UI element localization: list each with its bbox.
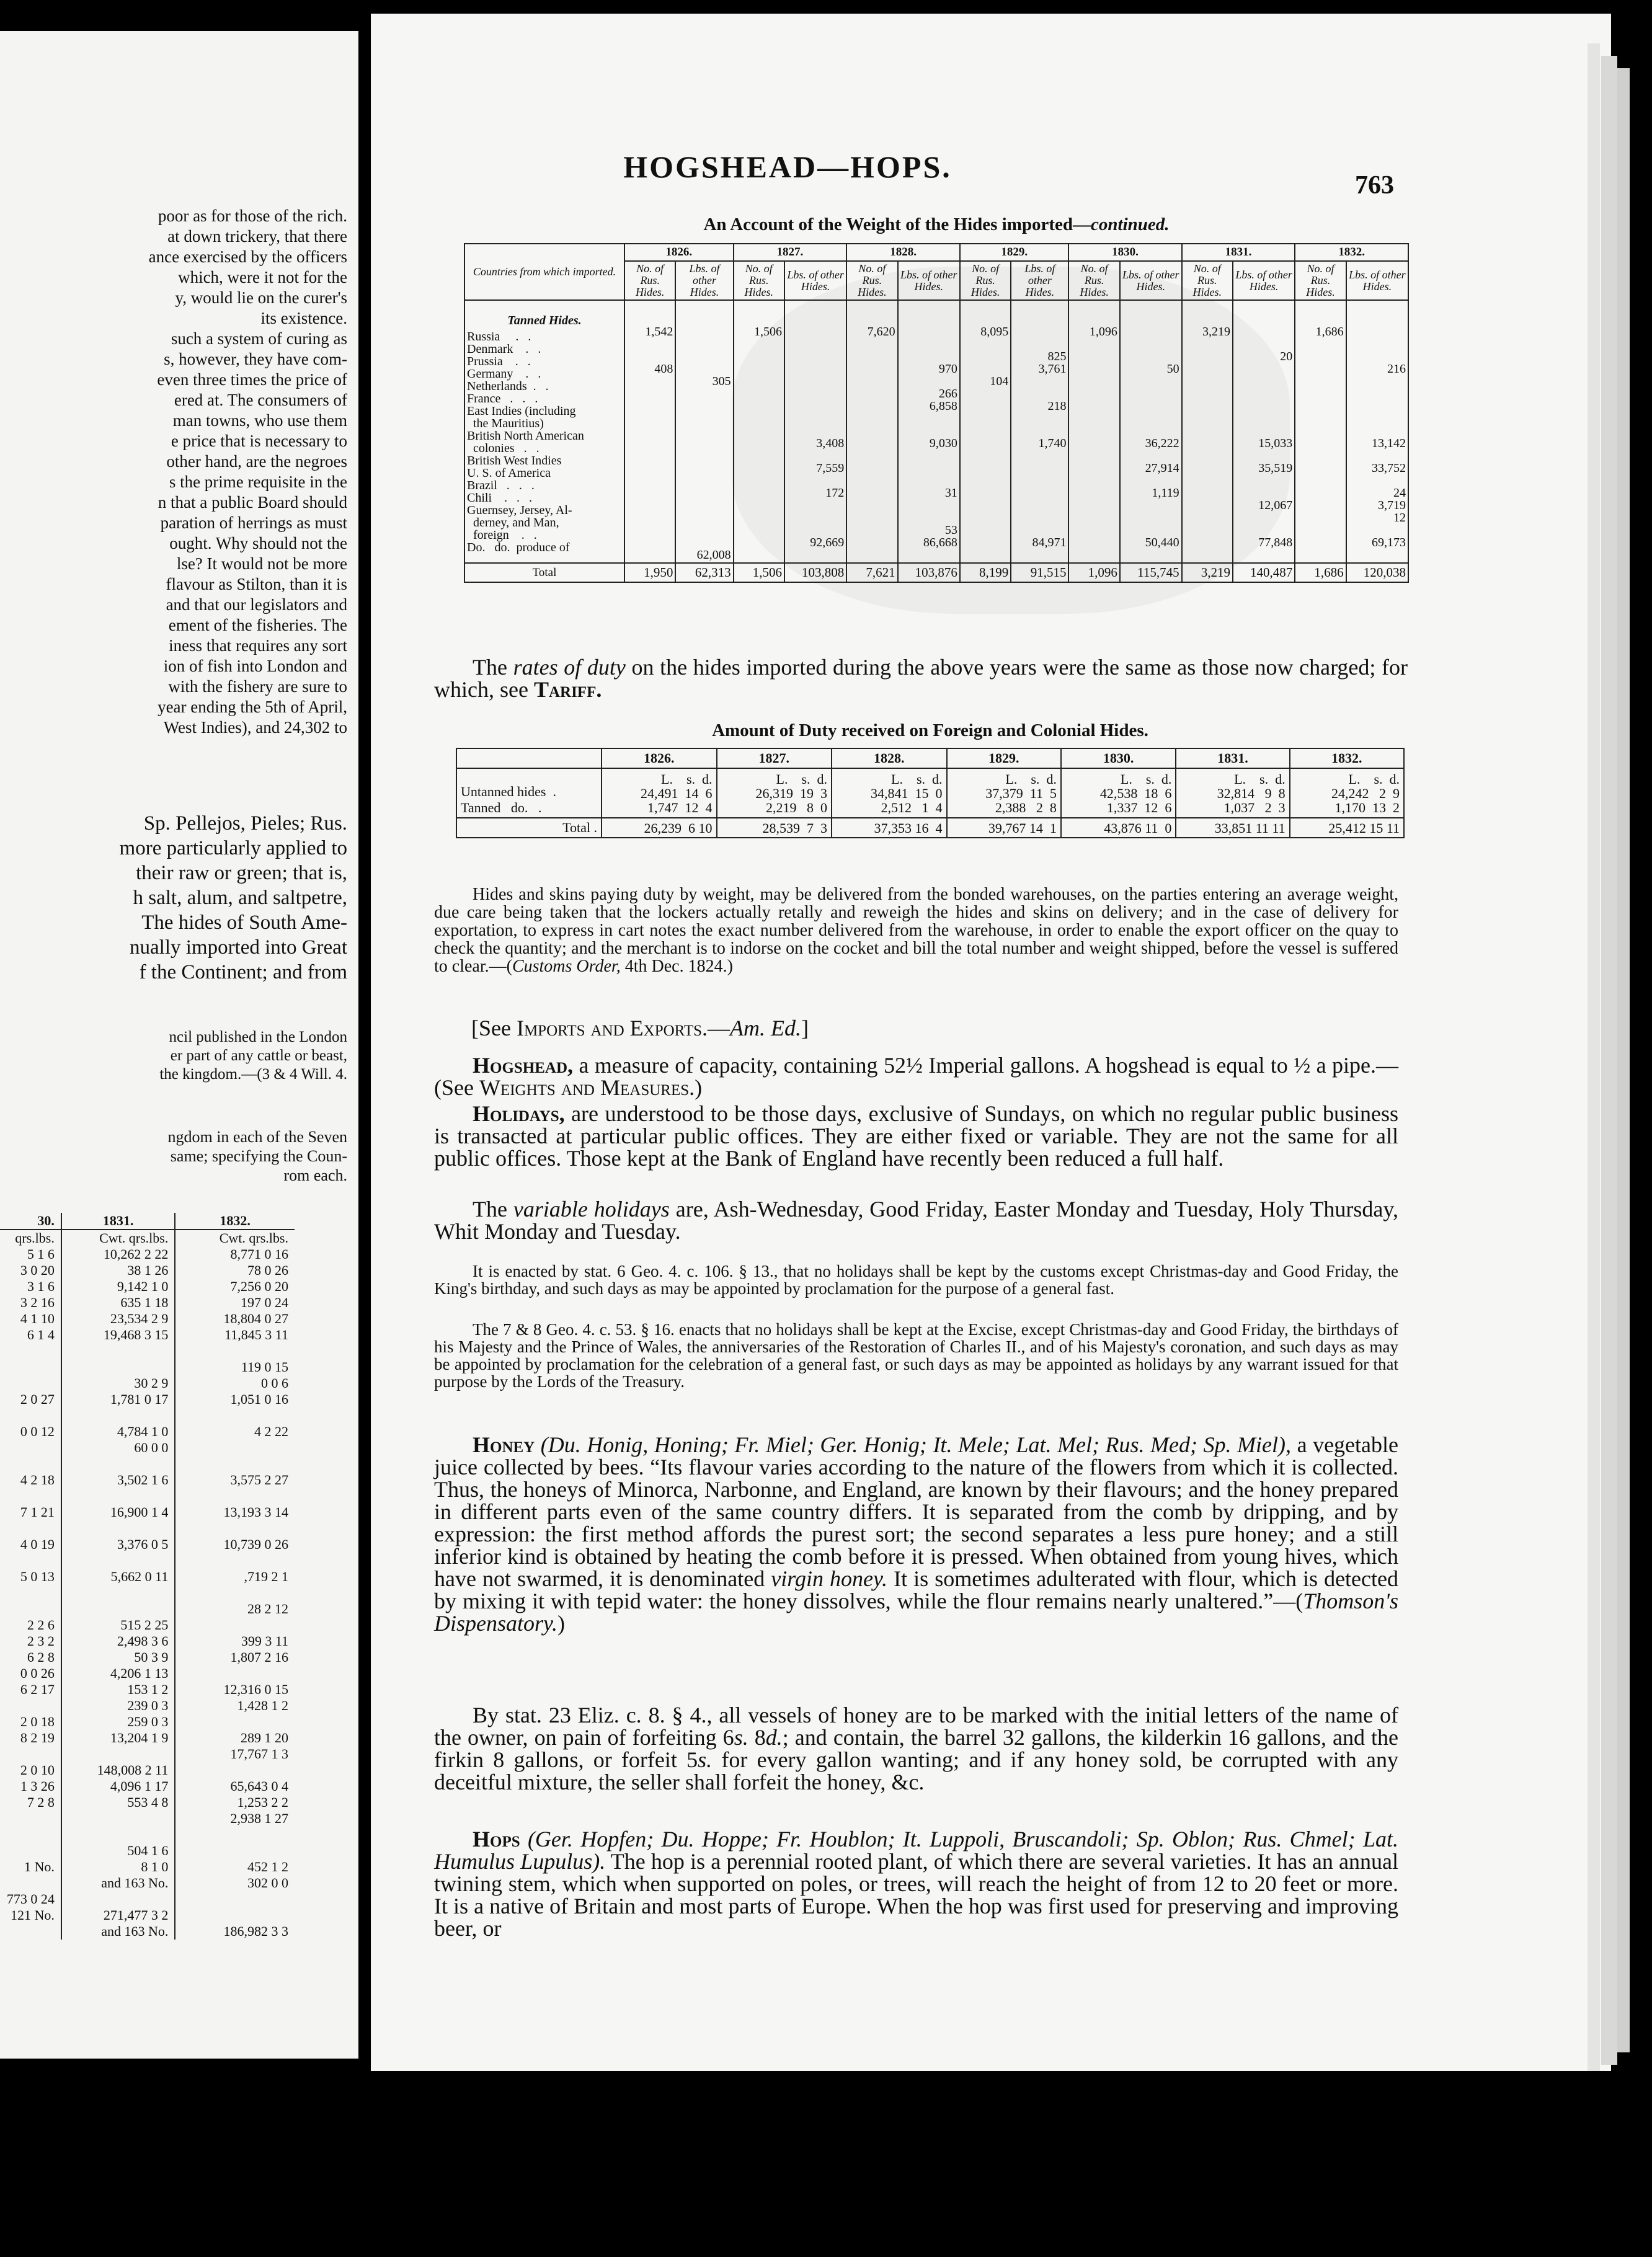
left-table-year: 1831. (61, 1213, 175, 1230)
page-edge (1617, 68, 1630, 2052)
left-page-line: its existence. (260, 309, 347, 327)
duty-total: 43,876 11 0 (1061, 818, 1176, 838)
left-page-line: same; specifying the Coun- (170, 1147, 347, 1165)
total-value: 140,487 (1233, 563, 1295, 582)
duty-values: L. s. d. 32,814 9 8 1,037 2 3 (1176, 768, 1289, 818)
left-page-line: e price that is necessary to (171, 432, 347, 450)
column-subheader: No. of Rus. Hides. (624, 261, 675, 300)
column-subheader: Lbs. of other Hides. (1011, 261, 1068, 300)
total-value: 115,745 (1120, 563, 1182, 582)
enactment-excise: The 7 & 8 Geo. 4. c. 53. § 16. enacts that no holidays shall be kept at the Excise, except Christmas-day and Good Friday, the birthdays of his Majesty and the Prince of Wales, the anniversaries of the Restoration of Charles II., and of his Majesty's coronation, and such days as may be appointed by proclamation for the celebration of a general fast, or such days as may be appointed as holidays by any warrant issued for that purpose by the Lords of the Treasury. (434, 1320, 1398, 1391)
left-table-col: Cwt. qrs.lbs. 10,262 2 22 38 1 26 9,142 1 0 635 1 18 23,534 2 9 19,468 3 15 30 2 9 1,781 0 17 4,784 1 0 60 0 0 3,502 1 6 16,900 1 4 3,376 0 5 5,662 0 11 515 2 25 2,498 3 6 50 3 9 4,206 1 13 153 1 2 239 0 3 259 0 3 13,204 1 9 148,008 2 11 4,096 1 17 553 4 8 504 1 6 8 1 0 and 163 No. 271,477 3 2 and 163 No. (61, 1230, 175, 1940)
duty-year-header: 1827. (717, 748, 832, 768)
column-subheader: Lbs. of other Hides. (898, 261, 960, 300)
left-page-line: year ending the 5th of April, (158, 698, 347, 716)
year-header: 1832. (1295, 244, 1408, 261)
left-page-line: with the fishery are sure to (168, 677, 347, 696)
duty-year-header: 1828. (832, 748, 947, 768)
left-page-line: s, however, they have com- (164, 350, 347, 368)
column-subheader: No. of Rus. Hides. (1068, 261, 1119, 300)
duty-total: 26,239 6 10 (602, 818, 717, 838)
total-value: 3,219 (1182, 563, 1233, 582)
total-value: 1,096 (1068, 563, 1119, 582)
hops-entry: Hops (Ger. Hopfen; Du. Hoppe; Fr. Houblon; It. Luppoli, Bruscandoli; Sp. Oblon; Rus. Chmel; Lat. Humulus Lupulus). The hop is a perennial rooted plant, of which there are several varieties. It has an annual twining stem, which when supported on poles, or trees, will reach the height of from 12 to 20 feet or more. It is a native of Britain and most parts of Europe. When the hop was first used for preserving and improving beer, or (434, 1827, 1398, 1941)
duty-values: L. s. d. 26,319 19 3 2,219 8 0 (717, 768, 832, 818)
hides-data-column: 1,686 (1295, 300, 1346, 563)
left-page-line: f the Continent; and from (139, 961, 347, 983)
duty-year-header: 1826. (602, 748, 717, 768)
hides-table-caption: An Account of the Weight of the Hides imported—continued. (703, 215, 1170, 234)
hides-data-column: 3,219 (1182, 300, 1233, 563)
duty-values: L. s. d. 37,379 11 5 2,388 2 8 (947, 768, 1061, 818)
duty-values: L. s. d. 24,242 2 9 1,170 13 2 (1290, 768, 1404, 818)
duty-total-label: Total . (456, 818, 602, 838)
left-page-line: h salt, alum, and saltpetre, (133, 887, 347, 909)
left-page-line: s the prime requisite in the (169, 472, 347, 491)
left-table-year: 1832. (175, 1213, 295, 1230)
left-page-line: ement of the fisheries. The (168, 616, 347, 634)
country-names: Russia . . Denmark . . Prussia . . Germany . . Netherlands . . France . . . East Indies (including the Mauritius) British North American colonies . . British West Indies U. S. of America Brazil . . . Chili . . . Guernsey, Jersey, Al- derney, and Man, foreign . . Do. do. produce of (467, 330, 584, 554)
left-table-col: Cwt. qrs.lbs. 8,771 0 16 78 0 26 7,256 0 20 197 0 24 18,804 0 27 11,845 3 11 119 0 15 0 0 6 1,051 0 16 4 2 22 3,575 2 27 13,193 3 14 10,739 0 26 ,719 2 1 28 2 12 399 3 11 1,807 2 16 12,316 0 15 1,428 1 2 289 1 20 17,767 1 3 65,643 0 4 1,253 2 2 2,938 1 27 452 1 2 302 0 0 186,982 3 3 (175, 1230, 295, 1940)
left-page-table-heading (0, 1127, 347, 1185)
duty-year-header: 1829. (947, 748, 1061, 768)
duty-total: 25,412 15 11 (1290, 818, 1404, 838)
section-label: Tanned Hides. (507, 314, 582, 327)
duty-total: 39,767 14 1 (947, 818, 1061, 838)
total-value: 120,038 (1346, 563, 1408, 582)
honey-entry: Honey (Du. Honig, Honing; Fr. Miel; Ger. Honig; It. Mele; Lat. Mel; Rus. Med; Sp. Miel), a vegetable juice collected by bees. “Its flavour varies according to the nature of the flowers from which it is collected. Thus, the honeys of Minorca, Narbonne, and England, are known by their flavours; and the honey prepared in different parts even of the same country differs. It is separated from the comb by dripping, and by expression: the first method affords the purest sort; the second separates a less pure honey; and a still inferior kind is obtained by heating the comb before it is pressed. When obtained from young hives, which have not swarmed, it is denominated virgin honey. It is sometimes adulterated with flour, which is detected by mixing it with tepid water: the honey dissolves, while the flour remains nearly unaltered.”—(Thomson's Dispensatory.) (434, 1432, 1398, 1636)
hides-data-column: 8,095 104 (960, 300, 1011, 563)
total-value: 1,506 (734, 563, 784, 582)
total-value: 8,199 (960, 563, 1011, 582)
left-page-line: er part of any cattle or beast, (170, 1047, 347, 1064)
left-page-line: such a system of curing as (171, 329, 347, 348)
left-page-table (0, 1213, 295, 1940)
left-page-line: man towns, who use them (172, 411, 347, 430)
duty-table-caption: Amount of Duty received on Foreign and Colonial Hides. (712, 721, 1148, 740)
running-head: HOGSHEAD—HOPS. (623, 149, 952, 184)
left-page-line: even three times the price of (157, 370, 347, 389)
column-subheader: No. of Rus. Hides. (1295, 261, 1346, 300)
duty-year-header: 1832. (1290, 748, 1404, 768)
left-page-line: ance exercised by the officers (148, 247, 347, 266)
left-page-text-top (0, 206, 347, 738)
left-table-year: 30. (37, 1213, 55, 1228)
column-subheader: No. of Rus. Hides. (1182, 261, 1233, 300)
hides-data-column: 305 62,008 (675, 300, 733, 563)
total-value: 1,686 (1295, 563, 1346, 582)
enactment-customs: It is enacted by stat. 6 Geo. 4. c. 106. § 13., that no holidays shall be kept by the customs except Christmas-day and Good Friday, the King's birthday, and such days as may be appointed by proclamation for the purpose of a general fast. (434, 1262, 1398, 1298)
duty-year-header: 1831. (1176, 748, 1289, 768)
duty-row-labels: Untanned hides . Tanned do. . (456, 768, 602, 818)
left-page-line: their raw or green; that is, (136, 862, 347, 884)
hides-table (464, 243, 1409, 583)
duty-total: 33,851 11 11 (1176, 818, 1289, 838)
duty-year-header: 1830. (1061, 748, 1176, 768)
left-page-line: ered at. The consumers of (174, 391, 347, 409)
hides-data-column: 970 266 6,858 9,030 31 53 86,668 (898, 300, 960, 563)
left-page-line: flavour as Stilton, than it is (166, 575, 347, 593)
hides-data-column: 3,408 7,559 172 92,669 (784, 300, 846, 563)
hides-data-column: 825 3,761 218 1,740 84,971 (1011, 300, 1068, 563)
year-header: 1831. (1182, 244, 1295, 261)
hides-data-column: 20 15,033 35,519 12,067 77,848 (1233, 300, 1295, 563)
column-subheader: Lbs. of other Hides. (675, 261, 733, 300)
column-subheader: Lbs. of other Hides. (1120, 261, 1182, 300)
column-subheader: No. of Rus. Hides. (960, 261, 1011, 300)
year-header: 1827. (734, 244, 847, 261)
hides-data-column: 1,542 408 (624, 300, 675, 563)
duty-corner (456, 748, 602, 768)
left-page-line: and that our legislators and (166, 595, 347, 614)
left-page-line: other hand, are the negroes (166, 452, 347, 471)
page-edge (1601, 56, 1617, 2065)
column-subheader: Lbs. of other Hides. (1346, 261, 1408, 300)
column-subheader: Lbs. of other Hides. (1233, 261, 1295, 300)
left-page-line: iness that requires any sort (169, 636, 347, 655)
hides-data-column: 1,096 (1068, 300, 1119, 563)
left-page-line: which, were it not for the (178, 268, 347, 286)
hides-data-column: 1,506 (734, 300, 784, 563)
hides-data-column: 50 36,222 27,914 1,119 50,440 (1120, 300, 1182, 563)
left-page-line: at down trickery, that there (167, 227, 347, 246)
left-page-line: rom each. (283, 1166, 347, 1184)
left-page-line: ought. Why should not the (169, 534, 347, 552)
duty-values: L. s. d. 34,841 15 0 2,512 1 4 (832, 768, 947, 818)
country-list (464, 300, 624, 563)
duty-table (456, 748, 1405, 838)
left-page-line: lse? It would not be more (176, 554, 347, 573)
year-header: 1826. (624, 244, 734, 261)
left-page-line: ion of fish into London and (163, 657, 347, 675)
corner-label: Countries from which imported. (464, 244, 624, 300)
total-value: 103,808 (784, 563, 846, 582)
left-page-note (0, 1028, 347, 1084)
honey-statute: By stat. 23 Eliz. c. 8. § 4., all vessels of honey are to be marked with the initial letters of the name of the owner, on pain of forfeiting 6s. 8d.; and contain, the barrel 32 gallons, the kilderkin 16 gallons, and the firkin 8 gallons, or forfeit 5s. for every gallon wanting; and if any honey sold, be corrupted with any deceitful mixture, the seller shall forfeit the honey, &c. (434, 1703, 1399, 1794)
left-page-line: the kingdom.—(3 & 4 Will. 4. (159, 1066, 347, 1083)
column-subheader: No. of Rus. Hides. (846, 261, 897, 300)
duty-values: L. s. d. 42,538 18 6 1,337 12 6 (1061, 768, 1176, 818)
left-page-line: poor as for those of the rich. (158, 206, 347, 225)
left-page-line: Sp. Pellejos, Pieles; Rus. (143, 812, 347, 835)
hides-data-column: 7,620 (846, 300, 897, 563)
year-header: 1829. (960, 244, 1069, 261)
left-page-line: n that a public Board should (158, 493, 347, 512)
duty-values: L. s. d. 24,491 14 6 1,747 12 4 (602, 768, 717, 818)
left-page-text-hides (0, 811, 347, 985)
left-page-line: more particularly applied to (119, 837, 347, 859)
page-number: 763 (1355, 171, 1394, 200)
left-page-line: ncil published in the London (169, 1029, 347, 1045)
customs-note: Hides and skins paying duty by weight, may be delivered from the bonded warehouses, on the parties entering an average weight, due care being taken that the lockers actually retally and reweigh the hides and skins on delivery; and in the case of delivery for exportation, to express in cart notes the exact number delivered from the warehouse, in order to enable the export officer on the quay to check the quantity; and the merchant is to indorse on the cocket and bill the total number and weight shipped, before the vessel is suffered to clear.—(Customs Order, 4th Dec. 1824.) (434, 885, 1398, 976)
left-page-line: ngdom in each of the Seven (167, 1128, 347, 1146)
total-value: 7,621 (846, 563, 897, 582)
see-imports: [See Imports and Exports.—Am. Ed.] (471, 1016, 809, 1040)
holidays-entry: Holidays, are understood to be those days, exclusive of Sundays, on which no regular public business is transacted at particular public offices. They are either fixed or variable. They are not the same for all public offices. Those kept at the Bank of England have recently been reduced a full half. (434, 1101, 1398, 1171)
variable-holidays: The variable holidays are, Ash-Wednesday, Good Friday, Easter Monday and Tuesday, Holy Thursday, Whit Monday and Tuesday. (434, 1197, 1399, 1244)
hogshead-entry: Hogshead, a measure of capacity, containing 52½ Imperial gallons. A hogshead is equal to ½ a pipe.—(See Weights and Measures.) (434, 1053, 1398, 1100)
total-value: 62,313 (675, 563, 733, 582)
left-page-line: The hides of South Ame- (141, 911, 347, 934)
left-page-line: y, would lie on the curer's (175, 288, 347, 307)
total-value: 1,950 (624, 563, 675, 582)
rates-note: The rates of duty on the hides imported during the above years were the same as those now charged; for which, see Tariff. (434, 655, 1408, 702)
left-page-line: West Indies), and 24,302 to (163, 718, 347, 737)
left-page-line: nually imported into Great (130, 936, 347, 959)
year-header: 1828. (846, 244, 960, 261)
duty-total: 37,353 16 4 (832, 818, 947, 838)
year-header: 1830. (1068, 244, 1181, 261)
duty-total: 28,539 7 3 (717, 818, 832, 838)
total-label: Total (464, 563, 624, 582)
left-table-col: qrs.lbs. 5 1 6 3 0 20 3 1 6 3 2 16 4 1 10 6 1 4 2 0 27 0 0 12 4 2 18 7 1 21 4 0 19 5 0 13 2 2 6 2 3 2 6 2 8 0 0 26 6 2 17 2 0 18 8 2 19 2 0 10 1 3 26 7 2 8 1 No. 773 0 24 121 No. (0, 1230, 61, 1940)
column-subheader: No. of Rus. Hides. (734, 261, 784, 300)
column-subheader: Lbs. of other Hides. (784, 261, 846, 300)
left-page (0, 31, 358, 2059)
left-page-line: paration of herrings as must (160, 513, 347, 532)
total-value: 91,515 (1011, 563, 1068, 582)
hides-data-column: 216 13,142 33,752 24 3,719 12 69,173 (1346, 300, 1408, 563)
total-value: 103,876 (898, 563, 960, 582)
page-edge (1588, 43, 1600, 2071)
